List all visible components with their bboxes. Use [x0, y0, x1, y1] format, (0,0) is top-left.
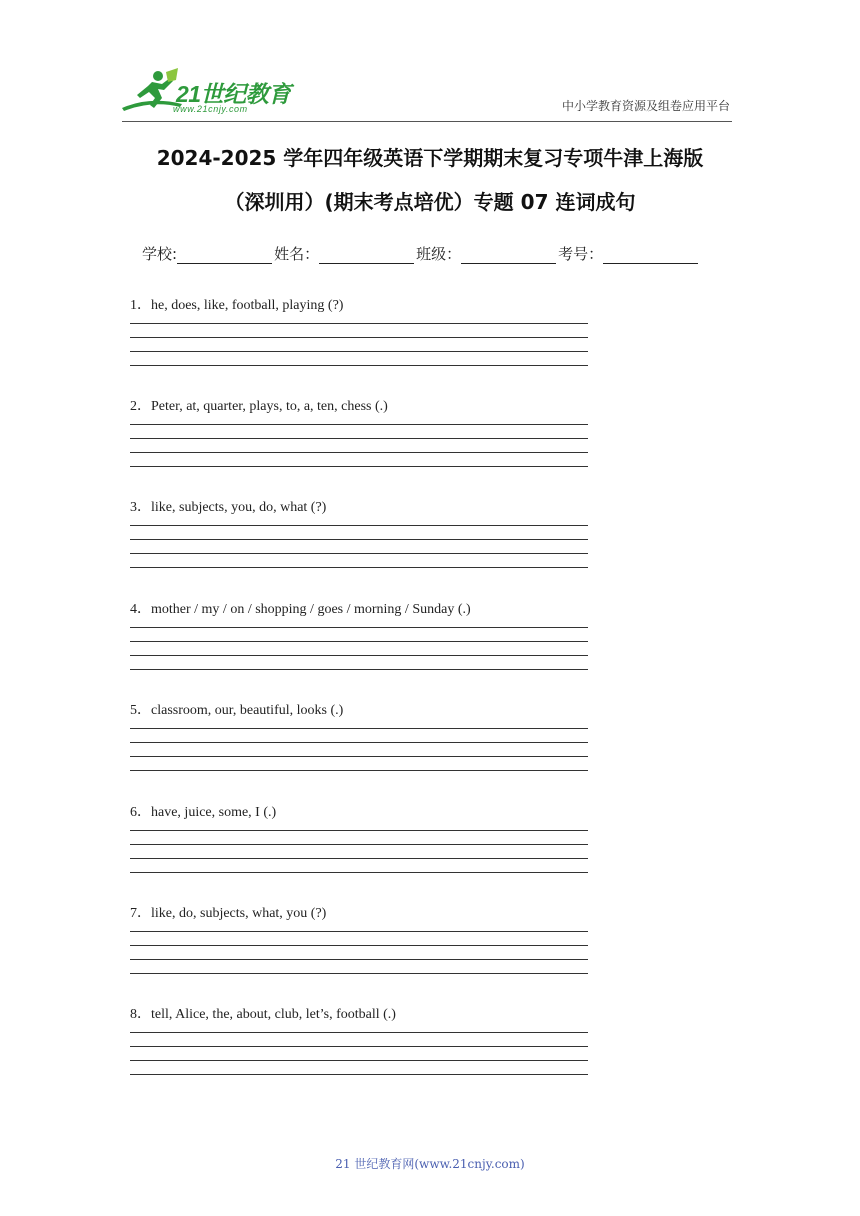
question-7 — [130, 905, 590, 987]
question-prompt: 5．classroom, our, beautiful, looks (.) — [130, 703, 344, 718]
question-prompt: 2．Peter, at, quarter, plays, to, a, ten, chess (.) — [130, 399, 388, 414]
answer-lines[interactable] — [130, 323, 590, 366]
answer-lines[interactable] — [130, 525, 590, 568]
class-blank[interactable] — [461, 247, 556, 264]
page-footer[interactable]: 21 世纪教育网(www.21cnjy.com) — [335, 1157, 525, 1171]
question-4 — [130, 601, 590, 683]
question-prompt: 6．have, juice, some, I (.) — [130, 805, 277, 820]
question-5 — [130, 702, 590, 784]
exam-number-blank[interactable] — [603, 247, 698, 264]
answer-lines[interactable] — [130, 627, 590, 670]
class-label: 班级： — [416, 245, 462, 263]
question-2 — [130, 398, 590, 480]
logo-url: www.21cnjy.com — [173, 104, 248, 114]
question-prompt: 8．tell, Alice, the, about, club, let’s, football (.) — [130, 1007, 396, 1022]
school-blank[interactable] — [177, 247, 272, 264]
header-divider — [122, 121, 732, 122]
answer-lines[interactable] — [130, 1032, 590, 1075]
platform-tagline: 中小学教育资源及组卷应用平台 — [561, 99, 730, 113]
exam-number-label: 考号： — [558, 245, 604, 263]
name-label: 姓名： — [274, 245, 320, 263]
question-8 — [130, 1006, 590, 1088]
question-3 — [130, 499, 590, 581]
question-1 — [130, 297, 590, 379]
school-label: 学校: — [142, 245, 178, 263]
question-prompt: 3．like, subjects, you, do, what (?) — [130, 500, 327, 515]
question-6 — [130, 804, 590, 886]
answer-lines[interactable] — [130, 424, 590, 467]
question-prompt: 7．like, do, subjects, what, you (?) — [130, 906, 327, 921]
name-blank[interactable] — [319, 247, 414, 264]
answer-lines[interactable] — [130, 830, 590, 873]
answer-lines[interactable] — [130, 728, 590, 771]
logo-wordmark: 21世纪教育 — [176, 81, 291, 107]
answer-lines[interactable] — [130, 931, 590, 974]
page-title-line2: （深圳用）(期末考点培优）专题 07 连词成句 — [224, 190, 636, 214]
page-title-line1: 2024-2025 学年四年级英语下学期期末复习专项牛津上海版 — [156, 146, 704, 170]
student-info-row — [142, 243, 700, 264]
question-prompt: 1．he, does, like, football, playing (?) — [130, 298, 344, 313]
question-prompt: 4．mother / my / on / shopping / goes / morning / Sunday (.) — [130, 602, 471, 617]
